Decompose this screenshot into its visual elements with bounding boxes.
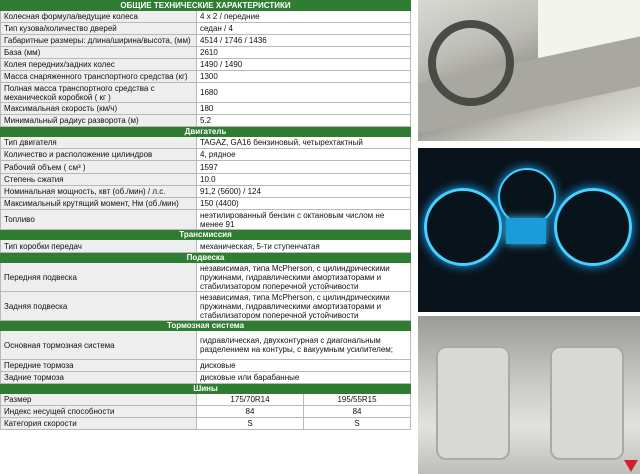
spec-value: 4 x 2 / передние — [197, 11, 411, 23]
spec-label: Тип двигателя — [1, 137, 197, 149]
section-header-general — [1, 1, 411, 11]
spec-value: 1300 — [197, 71, 411, 83]
spec-label: Колея передних/задних колес — [1, 59, 197, 71]
front-seat-left — [436, 346, 510, 460]
section-title: Двигатель — [1, 127, 411, 137]
table-row — [1, 47, 411, 59]
spec-value: 1597 — [197, 161, 411, 174]
table-row — [1, 331, 411, 360]
spec-value: S — [197, 418, 304, 430]
spec-value: 2610 — [197, 47, 411, 59]
spec-value: дисковые — [197, 360, 411, 372]
section-header-brakes — [1, 321, 411, 331]
spec-label: Максимальная скорость (км/ч) — [1, 103, 197, 115]
spec-label: Максимальный крутящий момент, Нм (об./мин) — [1, 198, 197, 210]
table-row — [1, 23, 411, 35]
table-row — [1, 11, 411, 23]
spec-value: 91,2 (5600) / 124 — [197, 186, 411, 198]
spec-value: 1680 — [197, 83, 411, 103]
table-row — [1, 394, 411, 406]
spec-value: 84 — [197, 406, 304, 418]
speedometer-gauge — [424, 188, 502, 266]
spec-label: Минимальный радиус разворота (м) — [1, 115, 197, 127]
spec-value: 195/55R15 — [304, 394, 411, 406]
section-title: Тормозная система — [1, 321, 411, 331]
section-title: Подвеска — [1, 253, 411, 263]
spec-value: 4, рядное — [197, 149, 411, 161]
table-row — [1, 186, 411, 198]
spec-label: Масса снаряженного транспортного средства (кг) — [1, 71, 197, 83]
spec-value: TAGAZ, GA16 бензиновый, четырехтактный — [197, 137, 411, 149]
spec-label: База (мм) — [1, 47, 197, 59]
spec-value: 175/70R14 — [197, 394, 304, 406]
spec-value: гидравлическая, двухконтурная с диагональным разделением на контуры, с вакуумным усилителем; — [197, 331, 411, 360]
table-row — [1, 35, 411, 47]
front-seat-right — [550, 346, 624, 460]
table-row — [1, 103, 411, 115]
spec-value: 4514 / 1746 / 1436 — [197, 35, 411, 47]
spec-label: Рабочий объем ( см³ ) — [1, 161, 197, 174]
spec-label: Основная тормозная система — [1, 331, 197, 360]
site-logo-icon — [624, 460, 638, 472]
spec-label: Номинальная мощность, квт (об./мин) / л.с. — [1, 186, 197, 198]
section-header-engine — [1, 127, 411, 137]
table-row — [1, 71, 411, 83]
interior-dashboard-photo — [418, 0, 640, 141]
table-row — [1, 59, 411, 71]
table-row — [1, 292, 411, 321]
spec-value: 150 (4400) — [197, 198, 411, 210]
spec-label: Тип кузова/количество дверей — [1, 23, 197, 35]
table-row — [1, 83, 411, 103]
spec-label: Задние тормоза — [1, 372, 197, 384]
table-row — [1, 372, 411, 384]
spec-value: независимая, типа McPherson, с цилиндрическими пружинами, гидравлическими амортизаторами и стабилизатором поперечной устойчивости — [197, 263, 411, 292]
spec-label: Количество и расположение цилиндров — [1, 149, 197, 161]
spec-label: Топливо — [1, 210, 197, 230]
spec-value: седан / 4 — [197, 23, 411, 35]
spec-value: 10.0 — [197, 174, 411, 186]
table-row — [1, 137, 411, 149]
table-row — [1, 406, 411, 418]
section-header-transmission — [1, 230, 411, 240]
table-row — [1, 198, 411, 210]
spec-value: механическая, 5-ти ступенчатая — [197, 240, 411, 253]
table-row — [1, 263, 411, 292]
spec-value: неэтилированный бензин с октановым числом не менее 91 — [197, 210, 411, 230]
seats-photo — [418, 316, 640, 474]
section-header-tires — [1, 384, 411, 394]
section-title: Трансмиссия — [1, 230, 411, 240]
section-title: ОБЩИЕ ТЕХНИЧЕСКИЕ ХАРАКТЕРИСТИКИ — [1, 1, 411, 11]
spec-label: Передняя подвеска — [1, 263, 197, 292]
spec-label: Степень сжатия — [1, 174, 197, 186]
spec-value: дисковые или барабанные — [197, 372, 411, 384]
spec-value: независимая, типа McPherson, с цилиндрическими пружинами, гидравлическими амортизаторами и стабилизатором поперечной устойчивости — [197, 292, 411, 321]
table-row — [1, 360, 411, 372]
spec-label: Задняя подвеска — [1, 292, 197, 321]
table-row — [1, 210, 411, 230]
spec-label: Категория скорости — [1, 418, 197, 430]
tachometer-gauge — [554, 188, 632, 266]
spec-label: Индекс несущей способности — [1, 406, 197, 418]
spec-value: 5.2 — [197, 115, 411, 127]
spec-label: Размер — [1, 394, 197, 406]
table-row — [1, 115, 411, 127]
instrument-cluster-photo — [418, 148, 640, 312]
section-header-suspension — [1, 253, 411, 263]
spec-label: Полная масса транспортного средства с механической коробкой ( кг ) — [1, 83, 197, 103]
spec-value: 1490 / 1490 — [197, 59, 411, 71]
section-title: Шины — [1, 384, 411, 394]
steering-wheel — [428, 20, 514, 106]
spec-value: 180 — [197, 103, 411, 115]
table-row — [1, 161, 411, 174]
spec-label: Габаритные размеры: длина/ширина/высота, (мм) — [1, 35, 197, 47]
spec-label: Колесная формула/ведущие колеса — [1, 11, 197, 23]
spec-label: Тип коробки передач — [1, 240, 197, 253]
spec-label: Передние тормоза — [1, 360, 197, 372]
spec-value: S — [304, 418, 411, 430]
table-row — [1, 418, 411, 430]
table-row — [1, 149, 411, 161]
odometer-display — [506, 218, 546, 244]
spec-value: 84 — [304, 406, 411, 418]
table-row — [1, 240, 411, 253]
table-row — [1, 174, 411, 186]
